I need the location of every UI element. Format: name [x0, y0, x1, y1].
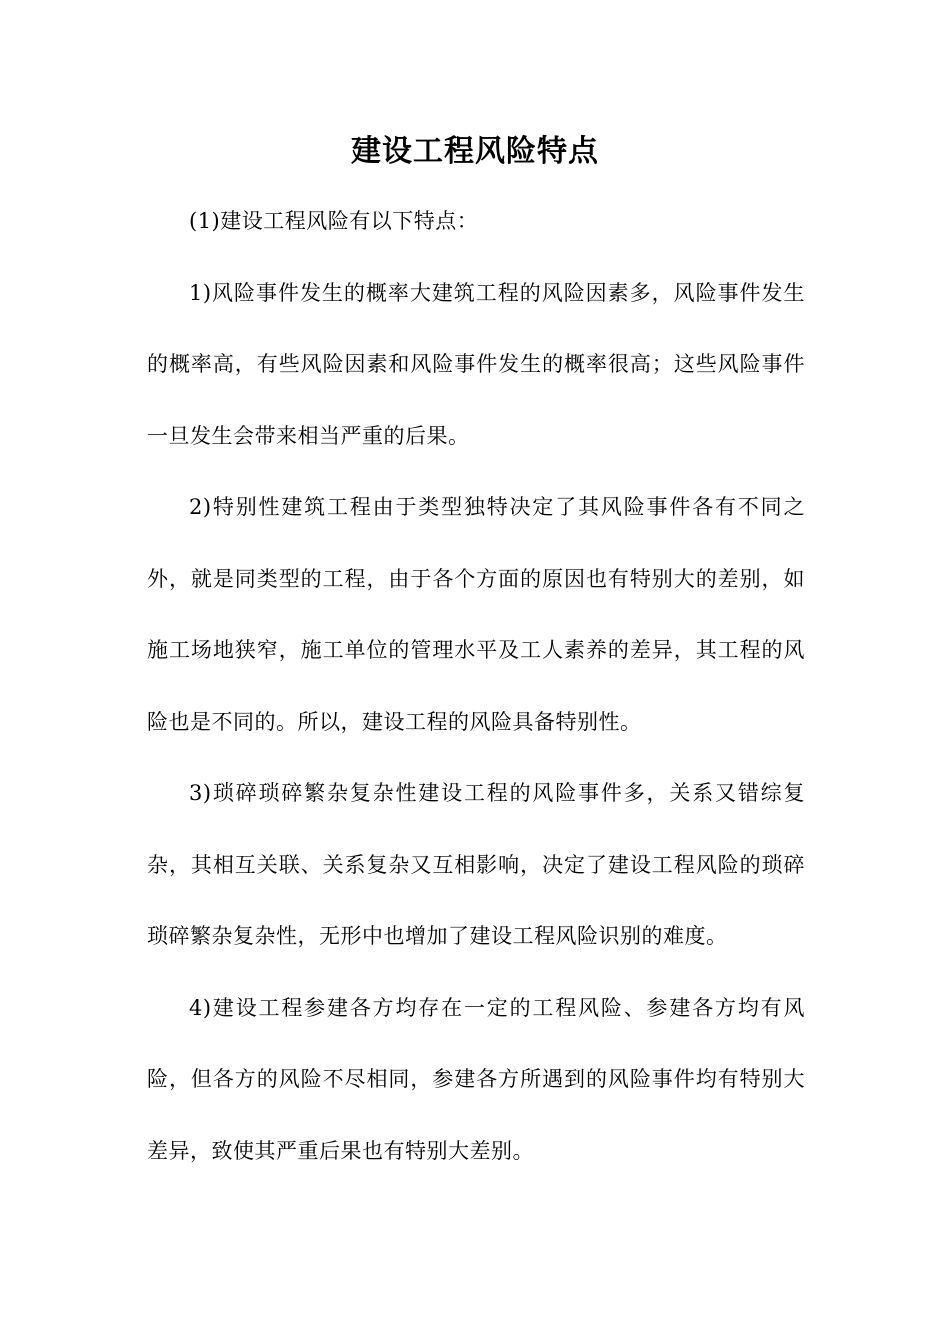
paragraph-point-1: 1)风险事件发生的概率大建筑工程的风险因素多，风险事件发生的概率高，有些风险因素和风险事件发生的概率很高；这些风险事件一旦发生会带来相当严重的后果。 [147, 280, 805, 448]
document-title: 建设工程风险特点 [351, 134, 599, 169]
paragraph-intro: (1)建设工程风险有以下特点： [189, 209, 479, 233]
paragraph-point-4: 4)建设工程参建各方均存在一定的工程风险、参建各方均有风险，但各方的风险不尽相同，参建各方所遇到的风险事件均有特别大差异，致使其严重后果也有特别大差别。 [147, 995, 805, 1163]
paragraph-point-3: 3)琐碎琐碎繁杂复杂性建设工程的风险事件多，关系又错综复杂，其相互关联、关系复杂又互相影响，决定了建设工程风险的琐碎琐碎繁杂复杂性，无形中也增加了建设工程风险识别的难度。 [147, 781, 805, 948]
document-body [147, 186, 805, 1187]
paragraph-point-2: 2)特别性建筑工程由于类型独特决定了其风险事件各有不同之外，就是同类型的工程，由于各个方面的原因也有特别大的差别，如施工场地狭窄，施工单位的管理水平及工人素养的差异，其工程的风险也是不同的。所以，建设工程的风险具备特别性。 [147, 495, 805, 734]
